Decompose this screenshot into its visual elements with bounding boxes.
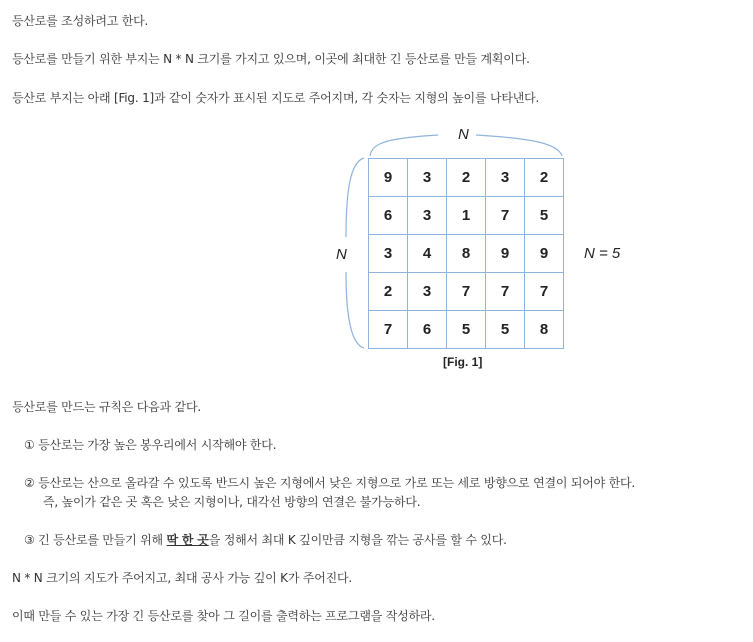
rule-1: ① 등산로는 가장 높은 봉우리에서 시작해야 한다. xyxy=(24,438,277,452)
intro-paragraph-2: 등산로를 만들기 위한 부지는 N * N 크기를 가지고 있으며, 이곳에 최대한 긴 등산로를 만들 계획이다. xyxy=(12,52,530,66)
grid-cell: 6 xyxy=(369,197,408,235)
grid-row xyxy=(369,159,564,197)
rule-3-emphasis: 딱 한 곳 xyxy=(166,533,209,547)
grid-cell: 7 xyxy=(369,311,408,349)
grid-row xyxy=(369,235,564,273)
rule-2: ② 등산로는 산으로 올라갈 수 있도록 반드시 높은 지형에서 낮은 지형으로 가로 또는 세로 방향으로 연결이 되어야 한다. xyxy=(24,476,636,490)
grid-cell: 7 xyxy=(447,273,486,311)
grid-cell: 3 xyxy=(408,197,447,235)
grid-cell: 7 xyxy=(525,273,564,311)
grid-cell: 3 xyxy=(408,273,447,311)
rule-2-detail: 즉, 높이가 같은 곳 혹은 낮은 지형이나, 대각선 방향의 연결은 불가능하다. xyxy=(43,495,421,509)
rule-3-suffix: 을 정해서 최대 K 깊이만큼 지형을 깎는 공사를 할 수 있다. xyxy=(208,533,507,547)
grid-row xyxy=(369,311,564,349)
grid-cell: 9 xyxy=(369,159,408,197)
grid-row xyxy=(369,197,564,235)
rules-heading: 등산로를 만드는 규칙은 다음과 같다. xyxy=(12,400,201,414)
rule-3 xyxy=(24,531,507,548)
grid-cell: 3 xyxy=(369,235,408,273)
intro-paragraph-1: 등산로를 조성하려고 한다. xyxy=(12,14,149,28)
left-n-label: N xyxy=(336,246,347,263)
grid-cell: 2 xyxy=(369,273,408,311)
grid-cell: 5 xyxy=(486,311,525,349)
grid-cell: 2 xyxy=(525,159,564,197)
n-equals-label: N = 5 xyxy=(584,245,621,262)
grid-cell: 8 xyxy=(447,235,486,273)
grid-cell: 9 xyxy=(525,235,564,273)
grid-cell: 5 xyxy=(525,197,564,235)
grid-cell: 7 xyxy=(486,273,525,311)
grid-cell: 4 xyxy=(408,235,447,273)
outro-paragraph-2: 이때 만들 수 있는 가장 긴 등산로를 찾아 그 길이를 출력하는 프로그램을 작성하라. xyxy=(12,609,435,623)
grid-cell: 6 xyxy=(408,311,447,349)
top-n-label: N xyxy=(458,126,469,143)
grid-cell: 3 xyxy=(408,159,447,197)
rule-3-prefix: ③ 긴 등산로를 만들기 위해 xyxy=(24,533,167,547)
figure-1 xyxy=(330,122,650,377)
grid-cell: 9 xyxy=(486,235,525,273)
grid-cell: 3 xyxy=(486,159,525,197)
grid-cell: 1 xyxy=(447,197,486,235)
grid-row xyxy=(369,273,564,311)
intro-paragraph-3: 등산로 부지는 아래 [Fig. 1]과 같이 숫자가 표시된 지도로 주어지며, 각 숫자는 지형의 높이를 나타낸다. xyxy=(12,91,540,105)
height-map-grid xyxy=(368,158,564,349)
grid-cell: 8 xyxy=(525,311,564,349)
grid-cell: 7 xyxy=(486,197,525,235)
outro-paragraph-1: N * N 크기의 지도가 주어지고, 최대 공사 가능 깊이 K가 주어진다. xyxy=(12,571,353,585)
grid-cell: 5 xyxy=(447,311,486,349)
figure-caption: [Fig. 1] xyxy=(443,355,483,369)
grid-cell: 2 xyxy=(447,159,486,197)
